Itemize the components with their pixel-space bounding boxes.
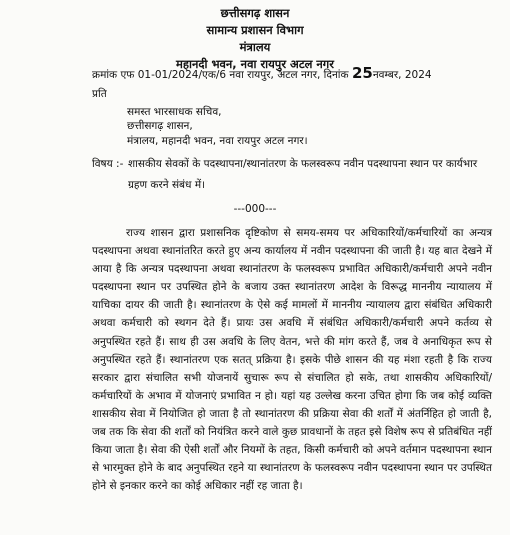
subject-block (92, 154, 492, 196)
reference-number: क्रमांक एफ 01-01/2024/एक/6 नवा रायपुर, अटल नगर, दिनांक (92, 69, 349, 81)
recipient-line-3: मंत्रालय, महानदी भवन, नवा रायपुर अटल नगर। (127, 135, 308, 147)
header-department: सामान्य प्रशासन विभाग (206, 23, 304, 37)
body-paragraph-text: राज्य शासन द्वारा प्रशासनिक दृष्टिकोण से समय-समय पर अधिकारियों/कर्मचारियों का अन्यत्र पदस्थापना अथवा स्थानांतरित करते हुए अन्य कार्यालय में नवीन पदस्थापना की जाती है। यह बात देखने में आया है कि अन्यत्र पदस्थापना अथवा स्थानांतरण के फलस्वरूप प्रभावित अधिकारी/कर्मचारी अपने नवीन पदस्थापना स्थान पर उपस्थित होने के बजाय उक्त स्थानांतरण आदेश के विरूद्ध माननीय न्यायालय में याचिका दायर की जाती है। स्थानांतरण के ऐसे कई मामलों में माननीय न्यायालय द्वारा संबंधित अधिकारी अथवा कर्मचारी को स्थगन देते हैं। प्रायः उस अवधि में संबंधित अधिकारी/कर्मचारी अपने कर्तव्य से अनुपस्थित रहते हैं। साथ ही उस अवधि के लिए वेतन, भत्ते की मांग करते हैं, जब वे अनाधिकृत रूप से अनुपस्थित रहते हैं। स्थानांतरण एक सतत् प्रक्रिया है। इसके पीछे शासन की यह मंशा रहती है कि राज्य सरकार द्वारा संचालित सभी योजनायें सुचारू रूप से संचालित हो सके, तथा शासकीय अधिकारियों/कर्मचारियों के अभाव में योजनाएं प्रभावित न हो। यहां यह उल्लेख करना उचित होगा कि जब कोई व्यक्ति शासकीय सेवा में नियोजित हो जाता है तो स्थानांतरण की प्रक्रिया सेवा की शर्तों में अंतर्निहित हो जाती है, जब तक कि सेवा की शर्तों को नियंत्रित करने वाले कुछ प्रावधानों के तहत इसे विशेष रूप से प्रतिबंधित नहीं किया जाता है। सेवा की ऐसी शर्तों और नियमों के तहत, किसी कर्मचारी को अपने वर्तमान पदस्थापना स्थान से भारमुक्त होने के बाद अनुपस्थित रहने या स्थानांतरण के फलस्वरूप नवीन पदस्थापना स्थान पर उपस्थित होने से इनकार करने का कोई अधिकार नहीं रह जाता है। (92, 227, 492, 493)
header-government: छत्तीसगढ़ शासन (220, 6, 290, 20)
header-ministry: मंत्रालय (239, 40, 271, 54)
body-paragraph (92, 224, 492, 495)
subject-text: शासकीय सेवकों के पदस्थापना/स्थानांतरण के फलस्वरूप नवीन पदस्थापना स्थान पर कार्यभार ग्रहण करने संबंध में। (128, 158, 478, 191)
reference-day: 25 (351, 64, 373, 82)
recipient-prati: प्रति (92, 88, 107, 100)
recipient-line-2: छत्तीसगढ़ शासन, (127, 120, 193, 132)
recipient-line-1: समस्त भारसाधक सचिव, (127, 106, 222, 118)
reference-line (92, 64, 432, 82)
reference-month-year: नवम्बर, 2024 (372, 69, 432, 81)
header-address: महानदी भवन, नवा रायपुर अटल नगर (176, 57, 334, 71)
separator: ---000--- (233, 203, 277, 215)
subject-label: विषय :- (92, 158, 124, 170)
